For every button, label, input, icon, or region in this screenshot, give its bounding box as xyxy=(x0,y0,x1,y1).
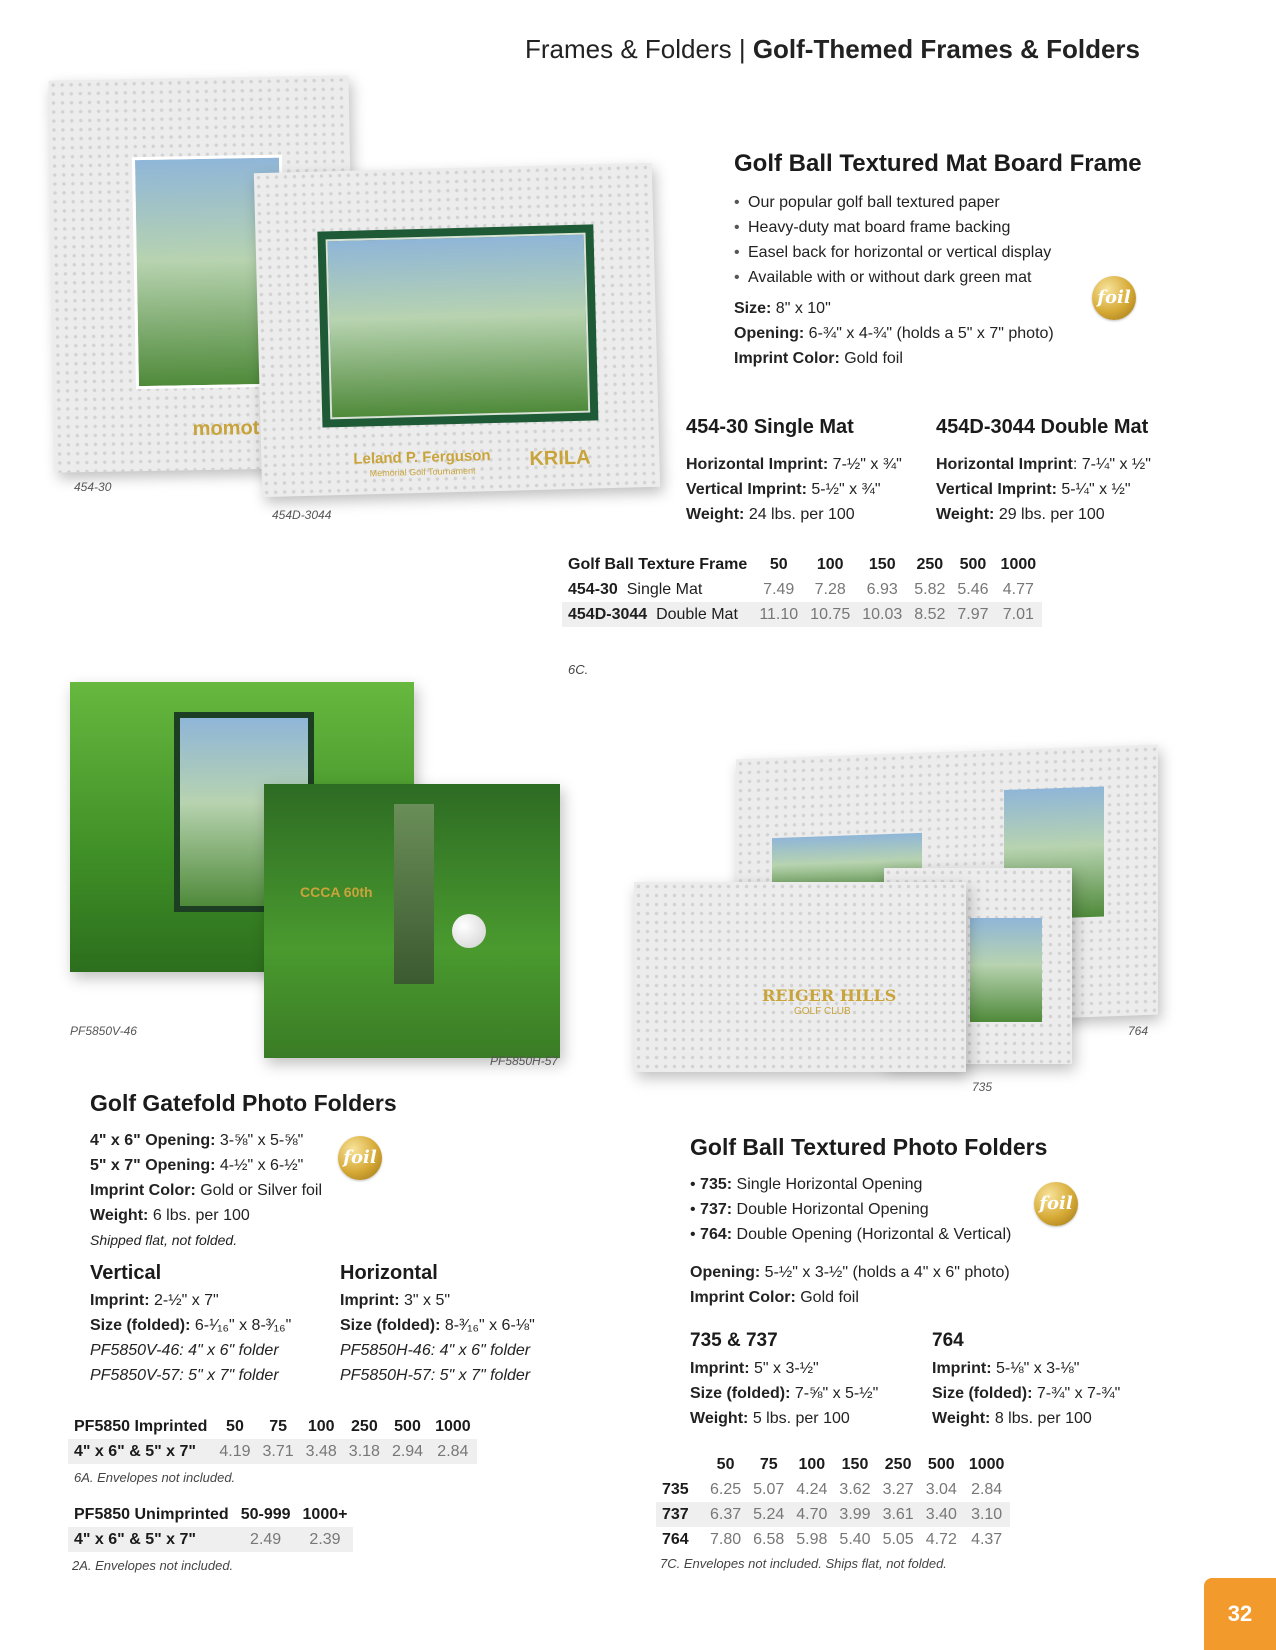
qty-header: 100 xyxy=(307,1417,335,1435)
weight-label: Weight: xyxy=(686,506,745,523)
opening-value: 6-¾" x 4-¾" (holds a 5" x 7" photo) xyxy=(808,325,1054,342)
textured-price-note: 7C. Envelopes not included. Ships flat, not folded. xyxy=(660,1556,947,1571)
imprint-color-value: Gold foil xyxy=(800,1289,859,1306)
price-cell: 3.99 xyxy=(833,1502,876,1527)
v-imprint-label: Vertical Imprint: xyxy=(686,481,807,498)
folder-735-image xyxy=(634,882,966,1072)
imprint-label: Imprint: xyxy=(932,1360,992,1377)
gatefold-horizontal-photo xyxy=(394,804,434,984)
caption-pf5850h-57: PF5850H-57 xyxy=(490,1054,559,1068)
qty-header: 1000 xyxy=(435,1417,471,1435)
imprint-value: 5-⅛" x 3-⅛" xyxy=(996,1360,1080,1377)
double-mat-specs xyxy=(936,452,1151,527)
qty-header: 50 xyxy=(226,1417,244,1435)
row-code: 737 xyxy=(656,1502,704,1527)
caption-454-30: 454-30 xyxy=(74,480,112,494)
weight-label: Weight: xyxy=(690,1410,749,1427)
qty-header: 75 xyxy=(759,1455,778,1473)
row-code: 454-30 xyxy=(568,580,618,598)
table-row xyxy=(68,1527,353,1552)
price-cell: 5.07 xyxy=(753,1480,785,1498)
price-cell: 3.40 xyxy=(920,1502,963,1527)
qty-header: 250 xyxy=(884,1455,912,1473)
price-cell: 5.98 xyxy=(796,1530,828,1548)
gatefold-logo: CCCA 60th xyxy=(300,884,373,900)
frame-photo-double xyxy=(326,233,591,420)
qty-header: 150 xyxy=(868,555,896,573)
price-cell: 3.48 xyxy=(300,1439,343,1464)
price-cell: 4.72 xyxy=(925,1530,957,1548)
price-cell: 6.37 xyxy=(704,1502,747,1527)
h-imprint-value: 7-½" x ¾" xyxy=(832,456,902,473)
weight-value: 5 lbs. per 100 xyxy=(752,1410,850,1427)
textured-folders-bullets xyxy=(690,1172,1011,1247)
price-cell: 10.03 xyxy=(856,602,908,627)
foil-badge-icon: foil xyxy=(1092,276,1136,320)
header-separator: | xyxy=(731,34,753,64)
table-header-row xyxy=(68,1414,477,1439)
size-label: Size (folded): xyxy=(690,1385,791,1402)
price-cell: 4.70 xyxy=(790,1502,833,1527)
v-imprint-value: 5-½" x ¾" xyxy=(811,481,881,498)
qty-header: 50 xyxy=(769,555,788,573)
opening-5x7-label: 5" x 7" Opening: xyxy=(90,1157,216,1174)
weight-label: Weight: xyxy=(936,506,995,523)
table-row xyxy=(656,1502,1010,1527)
mat-frame-price-table xyxy=(562,552,1042,627)
bullet-code: 737: xyxy=(700,1201,733,1218)
model-line: PF5850V-46: 4" x 6" folder xyxy=(90,1342,279,1359)
imprint-color-label: Imprint Color: xyxy=(90,1182,196,1199)
table-header-row xyxy=(656,1452,1010,1477)
model-line: PF5850H-57: 5" x 7" folder xyxy=(340,1367,531,1384)
h-imprint-label: Horizontal Imprint xyxy=(936,456,1073,473)
size-value: 6-¹⁄₁₆" x 8-³⁄₁₆" xyxy=(194,1317,292,1334)
imprint-color-label: Imprint Color: xyxy=(734,350,840,367)
price-cell: 4.24 xyxy=(796,1480,828,1498)
gatefold-title: Golf Gatefold Photo Folders xyxy=(90,1090,397,1116)
price-cell: 2.94 xyxy=(386,1439,429,1464)
qty-header: 150 xyxy=(841,1455,869,1473)
opening-label: Opening: xyxy=(734,325,805,342)
imprint-value: 5" x 3-½" xyxy=(754,1360,819,1377)
imprint-label: Imprint: xyxy=(340,1292,400,1309)
vertical-title: Vertical xyxy=(90,1262,162,1284)
table-row xyxy=(562,602,1042,627)
imprint-value: 3" x 5" xyxy=(404,1292,451,1309)
weight-value: 8 lbs. per 100 xyxy=(994,1410,1092,1427)
table-header-row xyxy=(562,552,1042,577)
table-header-row xyxy=(68,1502,353,1527)
price-cell: 7.28 xyxy=(814,580,846,598)
price-cell: 5.24 xyxy=(747,1502,790,1527)
table-row xyxy=(562,577,1042,602)
imprint-label: Imprint: xyxy=(690,1360,750,1377)
mat-frame-title: Golf Ball Textured Mat Board Frame xyxy=(734,150,1142,177)
imprint-value: 2-½" x 7" xyxy=(154,1292,219,1309)
qty-header: 500 xyxy=(394,1417,421,1435)
bullet-code: 764: xyxy=(700,1226,733,1243)
size-value: 8" x 10" xyxy=(775,300,831,317)
opening-4x6-label: 4" x 6" Opening: xyxy=(90,1132,216,1149)
caption-735: 735 xyxy=(972,1080,993,1094)
weight-value: 29 lbs. per 100 xyxy=(998,506,1105,523)
imprinted-note: 6A. Envelopes not included. xyxy=(74,1470,236,1485)
price-cell: 2.84 xyxy=(429,1439,477,1464)
price-cell: 8.52 xyxy=(908,602,951,627)
weight-label: Weight: xyxy=(90,1207,149,1224)
qty-header: 75 xyxy=(269,1417,287,1435)
price-cell: 3.04 xyxy=(925,1480,957,1498)
model-line: PF5850V-57: 5" x 7" folder xyxy=(90,1367,279,1384)
price-cell: 2.49 xyxy=(235,1527,297,1552)
group-764-title: 764 xyxy=(932,1330,964,1351)
price-note: 6C. xyxy=(568,662,589,677)
gatefold-unimprinted-table xyxy=(68,1502,353,1552)
price-cell: 11.10 xyxy=(753,602,804,627)
weight-value: 6 lbs. per 100 xyxy=(152,1207,250,1224)
caption-454d-3044: 454D-3044 xyxy=(272,508,332,522)
table-row xyxy=(656,1477,1010,1502)
frame-sponsor-logo: KRILA xyxy=(529,446,591,471)
h-imprint-label: Horizontal Imprint: xyxy=(686,456,829,473)
frame-event-imprint: Memorial Golf Tournament xyxy=(369,465,476,479)
size-value: 7-⅝" x 5-½" xyxy=(794,1385,879,1402)
folder-737-photo xyxy=(970,918,1042,1022)
qty-header: 250 xyxy=(916,555,944,573)
shipped-note: Shipped flat, not folded. xyxy=(90,1232,238,1248)
textured-folders-price-table xyxy=(656,1452,1010,1552)
imprint-color-value: Gold or Silver foil xyxy=(200,1182,323,1199)
qty-header: 100 xyxy=(798,1455,826,1473)
textured-folders-title: Golf Ball Textured Photo Folders xyxy=(690,1134,1048,1160)
bullet-item: • Our popular golf ball textured paper xyxy=(734,190,1051,215)
bullet-item: • Easel back for horizontal or vertical display xyxy=(734,240,1051,265)
caption-pf5850v-46: PF5850V-46 xyxy=(70,1024,137,1038)
price-cell: 3.10 xyxy=(963,1502,1011,1527)
vertical-specs xyxy=(90,1288,291,1388)
imprint-label: Imprint: xyxy=(90,1292,150,1309)
group-764-specs xyxy=(932,1356,1120,1431)
frame-brand-logo: momot xyxy=(192,417,260,441)
size-label: Size (folded): xyxy=(932,1385,1033,1402)
imprint-color-value: Gold foil xyxy=(844,350,903,367)
table-corner xyxy=(656,1452,704,1477)
frame-name-imprint: Leland P. Ferguson xyxy=(353,447,491,468)
price-cell: 3.18 xyxy=(343,1439,386,1464)
row-code: 735 xyxy=(662,1480,689,1498)
bullet-item: • 735: Single Horizontal Opening xyxy=(690,1176,923,1193)
table-row xyxy=(68,1439,477,1464)
table-heading: Golf Ball Texture Frame xyxy=(568,555,748,573)
textured-folders-specs xyxy=(690,1260,1010,1310)
folder-club-sub: GOLF CLUB xyxy=(794,1006,851,1017)
header-title: Golf-Themed Frames & Folders xyxy=(752,34,1140,64)
price-cell: 4.77 xyxy=(1002,580,1034,598)
price-cell: 7.97 xyxy=(951,602,994,627)
price-cell: 2.39 xyxy=(297,1527,354,1552)
qty-header: 50 xyxy=(716,1455,735,1473)
opening-4x6-value: 3-⅝" x 5-⅝" xyxy=(219,1132,304,1149)
caption-764: 764 xyxy=(1128,1024,1149,1038)
mat-frame-bullets xyxy=(734,190,1051,290)
bullet-text: Single Horizontal Opening xyxy=(736,1176,923,1193)
unimprinted-note: 2A. Envelopes not included. xyxy=(72,1558,234,1573)
qty-header: 1000+ xyxy=(302,1505,348,1523)
bullet-item: • Available with or without dark green mat xyxy=(734,265,1051,290)
price-cell: 6.93 xyxy=(866,580,898,598)
single-mat-specs xyxy=(686,452,902,527)
qty-header: 100 xyxy=(816,555,844,573)
row-code: 454D-3044 xyxy=(568,605,648,623)
v-imprint-value: 5-¼" x ½" xyxy=(1061,481,1131,498)
price-cell: 5.82 xyxy=(914,580,946,598)
row-desc: Double Mat xyxy=(656,605,738,623)
frame-green-mat xyxy=(317,224,598,427)
bullet-item: • 737: Double Horizontal Opening xyxy=(690,1201,929,1218)
weight-label: Weight: xyxy=(932,1410,991,1427)
bullet-text: Double Horizontal Opening xyxy=(736,1201,929,1218)
weight-value: 24 lbs. per 100 xyxy=(748,506,855,523)
imprint-color-label: Imprint Color: xyxy=(690,1289,796,1306)
group-735-737-title: 735 & 737 xyxy=(690,1330,778,1351)
gatefold-specs xyxy=(90,1128,322,1253)
price-cell: 3.71 xyxy=(257,1439,300,1464)
price-cell: 7.49 xyxy=(763,580,795,598)
size-label: Size: xyxy=(734,300,772,317)
price-cell: 10.75 xyxy=(804,602,856,627)
opening-5x7-value: 4-½" x 6-½" xyxy=(219,1157,304,1174)
price-cell: 3.62 xyxy=(839,1480,871,1498)
price-cell: 7.01 xyxy=(995,602,1043,627)
row-label: 4" x 6" & 5" x 7" xyxy=(68,1439,213,1464)
page-number: 32 xyxy=(1204,1578,1276,1650)
price-cell: 4.37 xyxy=(971,1530,1003,1548)
price-cell: 5.05 xyxy=(882,1530,914,1548)
foil-badge-icon: foil xyxy=(1034,1182,1078,1226)
size-label: Size (folded): xyxy=(90,1317,191,1334)
model-line: PF5850H-46: 4" x 6" folder xyxy=(340,1342,531,1359)
bullet-text: Double Opening (Horizontal & Vertical) xyxy=(736,1226,1012,1243)
table-heading: PF5850 Imprinted xyxy=(74,1417,208,1435)
gatefold-imprinted-table xyxy=(68,1414,477,1464)
price-cell: 5.46 xyxy=(957,580,989,598)
price-cell: 3.61 xyxy=(877,1502,920,1527)
price-cell: 7.80 xyxy=(710,1530,742,1548)
qty-header: 500 xyxy=(959,555,987,573)
double-mat-title: 454D-3044 Double Mat xyxy=(936,416,1149,438)
qty-header: 1000 xyxy=(1000,555,1037,573)
price-cell: 6.25 xyxy=(710,1480,742,1498)
price-cell: 3.27 xyxy=(882,1480,914,1498)
page-header xyxy=(525,34,1140,65)
qty-header: 1000 xyxy=(968,1455,1005,1473)
gatefold-horizontal-image xyxy=(264,784,560,1058)
table-heading: PF5850 Unimprinted xyxy=(74,1505,229,1523)
h-imprint-value: : 7-¼" x ½" xyxy=(1072,456,1151,473)
horizontal-title: Horizontal xyxy=(340,1262,438,1284)
foil-badge-icon: foil xyxy=(338,1136,382,1180)
qty-header: 50-999 xyxy=(240,1505,291,1523)
opening-value: 5-½" x 3-½" (holds a 4" x 6" photo) xyxy=(764,1264,1010,1281)
v-imprint-label: Vertical Imprint: xyxy=(936,481,1057,498)
size-value: 7-¾" x 7-¾" xyxy=(1036,1385,1121,1402)
bullet-item: • 764: Double Opening (Horizontal & Vertical) xyxy=(690,1226,1012,1243)
row-desc: Single Mat xyxy=(626,580,703,598)
frame-454d-3044-image xyxy=(254,163,660,497)
golf-ball-icon xyxy=(452,914,486,948)
horizontal-specs xyxy=(340,1288,535,1388)
qty-header: 500 xyxy=(927,1455,955,1473)
price-cell: 4.19 xyxy=(213,1439,256,1464)
bullet-code: 735: xyxy=(700,1176,733,1193)
opening-label: Opening: xyxy=(690,1264,761,1281)
price-cell: 5.40 xyxy=(839,1530,871,1548)
bullet-item: • Heavy-duty mat board frame backing xyxy=(734,215,1051,240)
table-row xyxy=(656,1527,1010,1552)
size-value: 8-³⁄₁₆" x 6-⅛" xyxy=(444,1317,535,1334)
single-mat-title: 454-30 Single Mat xyxy=(686,416,854,438)
size-label: Size (folded): xyxy=(340,1317,441,1334)
qty-header: 250 xyxy=(351,1417,378,1435)
mat-frame-specs xyxy=(734,296,1054,371)
group-735-737-specs xyxy=(690,1356,878,1431)
price-cell: 2.84 xyxy=(971,1480,1003,1498)
row-label: 4" x 6" & 5" x 7" xyxy=(68,1527,235,1552)
price-cell: 6.58 xyxy=(753,1530,785,1548)
row-code: 764 xyxy=(662,1530,689,1548)
folder-club-name: REIGER HILLS xyxy=(762,986,897,1005)
header-category: Frames & Folders xyxy=(525,34,732,64)
